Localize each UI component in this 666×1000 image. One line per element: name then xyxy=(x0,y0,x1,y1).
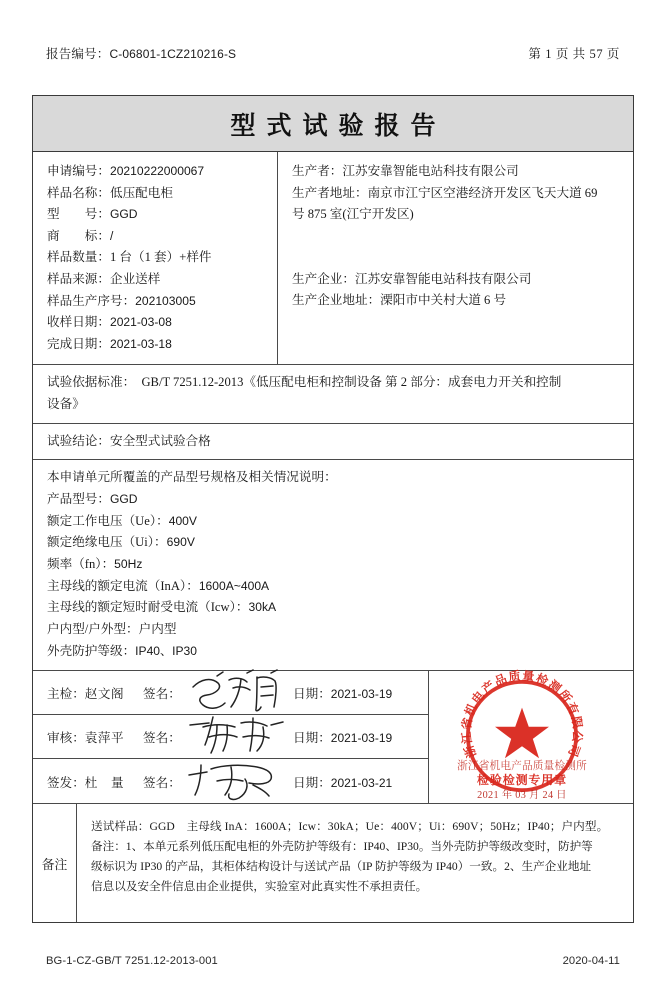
info-line xyxy=(47,204,277,226)
report-number-label: 报告编号： xyxy=(46,47,110,61)
info-value: 202103005 xyxy=(135,293,196,308)
spec-value: GGD xyxy=(109,491,138,506)
spec-label: 频率（fn）： xyxy=(47,556,115,571)
signature-date-label: 日期： xyxy=(293,687,331,702)
spec-item xyxy=(47,597,621,619)
producer-value: 江苏安靠智能电站科技有限公司 xyxy=(342,164,519,178)
spec-label: 额定工作电压（Ue）： xyxy=(47,513,169,528)
producer-address-value: 南京市江宁区空港经济开发区飞天大道 69 xyxy=(367,185,598,200)
producer-line xyxy=(292,161,621,183)
spec-value: IP40、IP30 xyxy=(135,643,198,658)
producer-label: 生产者： xyxy=(292,164,343,178)
official-red-seal xyxy=(451,665,593,807)
signature-role-label: 审核： xyxy=(47,731,85,746)
test-standard-line xyxy=(47,372,621,394)
spec-label: 额定绝缘电压（Ui）： xyxy=(47,535,167,550)
spec-item xyxy=(47,554,621,576)
info-line xyxy=(47,269,277,291)
test-conclusion-line xyxy=(47,431,621,453)
sample-info-section xyxy=(33,152,633,365)
info-label: 样品来源： xyxy=(47,271,110,286)
remarks-body xyxy=(77,804,633,922)
info-line xyxy=(47,247,277,269)
signature-role xyxy=(47,727,143,746)
signature-sign-label: 签名： xyxy=(143,687,181,702)
info-line xyxy=(47,161,277,183)
spec-label: 户内型/户外型： xyxy=(47,622,139,637)
report-table xyxy=(32,95,634,923)
signature-section xyxy=(33,671,633,804)
enterprise-label: 生产企业： xyxy=(292,271,355,286)
signature-date-label: 日期： xyxy=(293,731,331,746)
signature-role xyxy=(47,683,143,702)
test-conclusion-value: 安全型式试验合格 xyxy=(109,433,211,448)
spec-value: 400V xyxy=(168,513,197,528)
signature-rows xyxy=(33,671,429,803)
info-value: 20210222000067 xyxy=(109,164,205,178)
info-line xyxy=(47,226,277,248)
info-label: 完成日期： xyxy=(47,336,110,351)
signature-role xyxy=(47,772,143,791)
info-line xyxy=(47,334,277,356)
signature-sign-label: 签名： xyxy=(143,731,181,746)
enterprise-address-value: 溧阳市中关村大道 6 号 xyxy=(380,293,507,308)
form-issue-date: 2020-04-11 xyxy=(562,955,620,967)
info-value: / xyxy=(109,228,114,243)
spec-item xyxy=(47,489,621,511)
handwritten-signature xyxy=(185,759,289,803)
info-label: 申请编号： xyxy=(47,164,110,178)
info-line xyxy=(47,183,277,205)
report-number xyxy=(46,44,236,62)
info-label: 型 号： xyxy=(47,207,110,222)
handwritten-signature xyxy=(185,715,289,759)
signature-role-label: 签发： xyxy=(47,775,85,790)
form-code: BG-1-CZ-GB/T 7251.12-2013-001 xyxy=(46,955,218,967)
spec-value: 30kA xyxy=(248,600,277,615)
signature-person-name: 赵文阁 xyxy=(84,687,125,702)
test-standard-row xyxy=(33,365,633,423)
spec-value: 50Hz xyxy=(114,556,143,571)
signature-ink-icon xyxy=(187,667,291,717)
enterprise-line xyxy=(292,269,621,291)
info-label: 样品名称： xyxy=(47,185,110,200)
spec-item xyxy=(47,532,621,554)
signature-date-value: 2021-03-19 xyxy=(330,731,393,746)
spec-item xyxy=(47,619,621,641)
enterprise-address-line xyxy=(292,290,621,312)
info-label: 收样日期： xyxy=(47,315,110,330)
enterprise-value: 江苏安靠智能电站科技有限公司 xyxy=(354,271,532,286)
page-footer xyxy=(46,955,620,967)
signature-ink-icon xyxy=(187,755,291,805)
page-header xyxy=(46,44,620,62)
signature-person-name: 袁萍平 xyxy=(84,731,125,746)
seal-cell xyxy=(429,671,633,803)
info-value: 1 台（1 套）+样件 xyxy=(109,250,212,265)
test-standard-label: 试验依据标准： xyxy=(47,375,129,390)
remarks-line: 送试样品：GGD 主母线 InA：1600A；Icw：30kA；Ue：400V；Ui：690V；50Hz；IP40；户内型。 xyxy=(91,820,609,834)
spec-item xyxy=(47,641,621,663)
test-standard-value: GB/T 7251.12-2013《低压配电柜和控制设备 第 2 部分：成套电力开关和控制 xyxy=(141,375,562,390)
page-indicator: 第 1 页 共 57 页 xyxy=(528,47,620,61)
signature-role-label: 主检： xyxy=(47,687,85,702)
signature-sign-label: 签名： xyxy=(143,775,181,790)
seal-center-text: 浙江省机电产品质量检测所 xyxy=(457,761,587,773)
signature-date xyxy=(293,683,392,702)
signature-row xyxy=(33,715,428,759)
remarks-line: 备注：1、本单元系列低压配电柜的外壳防护等级有：IP40、IP30。当外壳防护等级改变时，防护等 xyxy=(91,840,593,854)
manufacturer-info-column xyxy=(278,152,633,364)
seal-date-text: 2021 年 03 月 24 日 xyxy=(477,790,567,802)
remarks-line: 级标识为 IP30 的产品，其柜体结构设计与送试产品（IP 防护等级为 IP40）一致。2、生产企业地址 xyxy=(91,860,592,874)
info-label: 样品生产序号： xyxy=(47,293,136,308)
seal-star-icon xyxy=(495,708,549,759)
specification-intro: 本申请单元所覆盖的产品型号规格及相关情况说明： xyxy=(47,470,337,485)
test-conclusion-row xyxy=(33,424,633,461)
info-label: 样品数量： xyxy=(47,250,110,265)
producer-address-line xyxy=(292,183,621,205)
spec-value: 690V xyxy=(166,535,195,550)
signature-date xyxy=(293,727,392,746)
info-line xyxy=(47,291,277,313)
spec-label: 外壳防护等级： xyxy=(47,643,136,658)
signature-row xyxy=(33,759,428,803)
spec-item xyxy=(47,511,621,533)
info-label: 商 标： xyxy=(47,228,110,243)
report-title-band xyxy=(33,96,633,152)
info-value: 2021-03-08 xyxy=(109,315,172,330)
signature-date-value: 2021-03-19 xyxy=(330,687,393,702)
section-spacer xyxy=(292,226,621,269)
info-value: 企业送样 xyxy=(109,271,161,286)
signature-ink-icon xyxy=(187,711,291,761)
test-standard-line-cont: 设备》 xyxy=(47,396,85,411)
info-value: 低压配电柜 xyxy=(109,185,173,200)
applicant-info-column xyxy=(33,152,278,364)
signature-row xyxy=(33,671,428,715)
page-title: 型式试验报告 xyxy=(230,112,447,140)
spec-label: 产品型号： xyxy=(47,491,110,506)
signature-person-name: 杜 量 xyxy=(84,775,125,790)
enterprise-address-label: 生产企业地址： xyxy=(292,293,381,308)
handwritten-signature xyxy=(185,671,289,715)
spec-value: 户内型 xyxy=(138,622,177,637)
info-line xyxy=(47,312,277,334)
spec-label: 主母线的额定电流（InA）： xyxy=(47,578,199,593)
spec-label: 主母线的额定短时耐受电流（Icw）： xyxy=(47,600,249,615)
seal-arc-text: 浙江省机电产品质量检测所有限公司 xyxy=(459,669,585,761)
spec-value: 1600A~400A xyxy=(198,578,270,593)
specification-row xyxy=(33,460,633,671)
remarks-line: 信息以及安全件信息由企业提供，实验室对此真实性不承担责任。 xyxy=(91,879,428,893)
info-value: 2021-03-18 xyxy=(109,336,172,351)
remarks-label: 备注 xyxy=(33,804,77,922)
producer-address-label: 生产者地址： xyxy=(292,185,368,200)
remarks-section xyxy=(33,804,633,922)
signature-date-value: 2021-03-21 xyxy=(330,775,393,790)
test-conclusion-label: 试验结论： xyxy=(47,433,110,448)
spec-item xyxy=(47,576,621,598)
signature-date-label: 日期： xyxy=(293,775,331,790)
report-number-value: C-06801-1CZ210216-S xyxy=(109,47,237,61)
info-value: GGD xyxy=(109,207,138,222)
seal-purpose-text: 检验检测专用章 xyxy=(477,773,567,788)
signature-date xyxy=(293,772,392,791)
producer-address-line-cont: 号 875 室(江宁开发区) xyxy=(292,207,414,222)
